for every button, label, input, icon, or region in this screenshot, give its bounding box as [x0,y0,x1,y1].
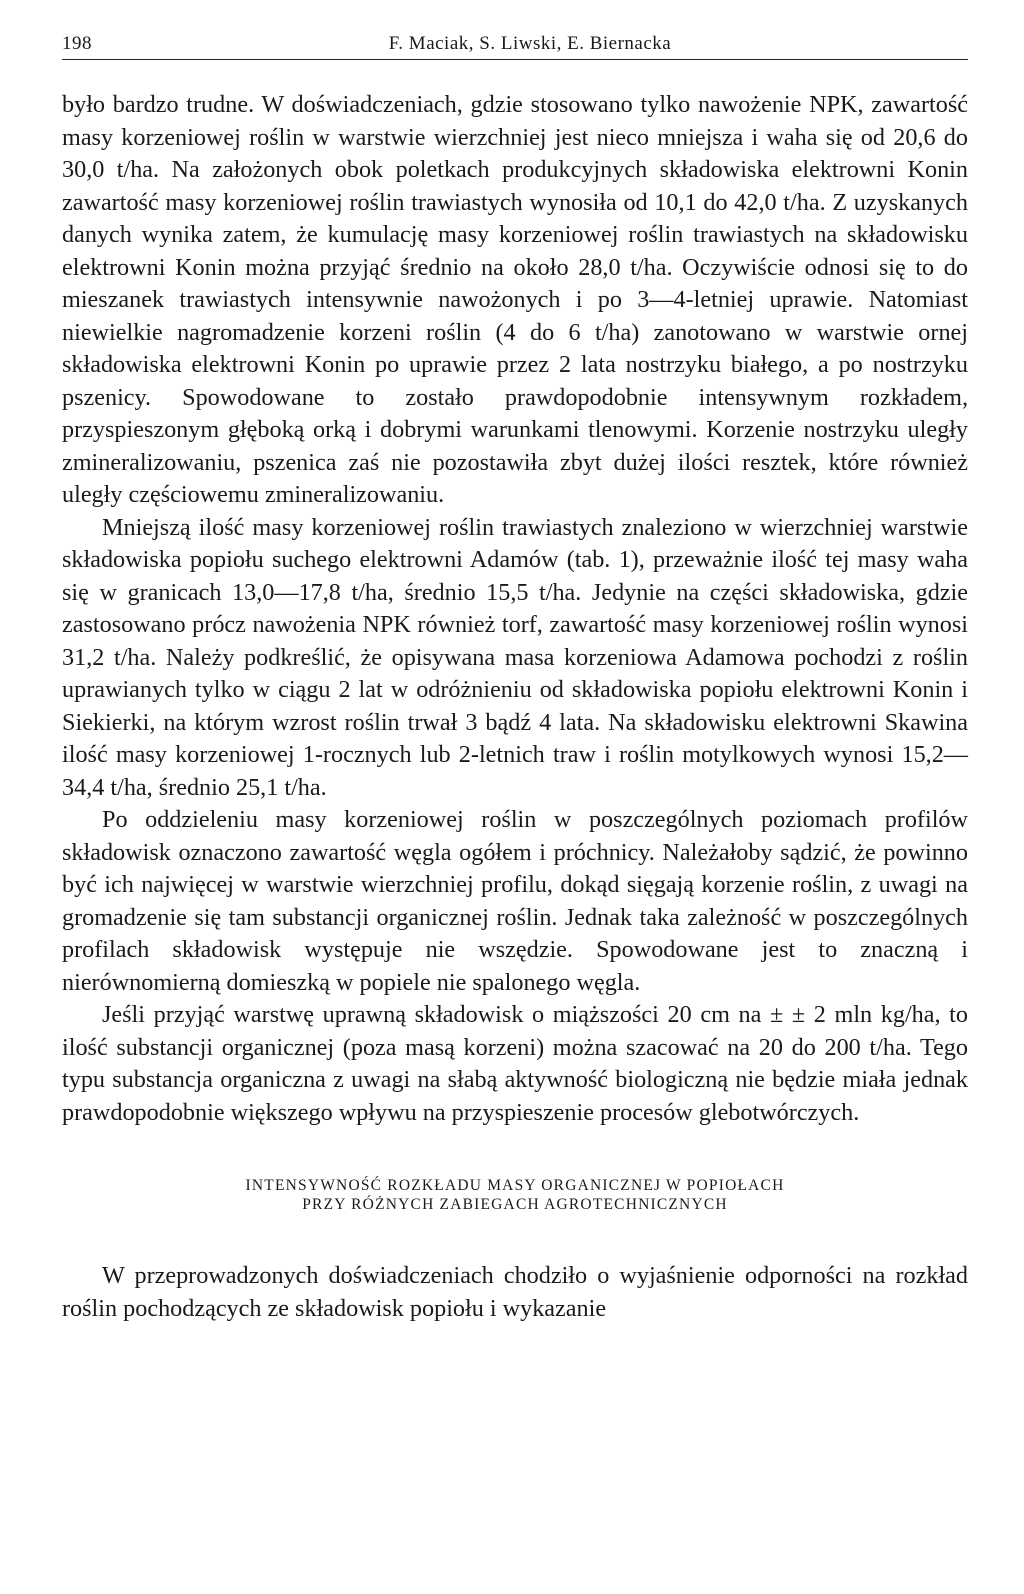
document-page [62,30,968,1325]
running-header [62,30,968,58]
section-heading [62,1176,968,1214]
section-heading-line-1: INTENSYWNOŚĆ ROZKŁADU MASY ORGANICZNEJ W POPIOŁACH [245,1177,785,1194]
section-heading-line-2: PRZY RÓŻNYCH ZABIEGACH AGROTECHNICZNYCH [302,1196,728,1213]
paragraph-1: było bardzo trudne. W doświadczeniach, gdzie stosowano tylko nawożenie NPK, zawartość masy korzeniowej roślin w warstwie wierzchniej jest nieco mniejsza i waha się od 20,6 do 30,0 t/ha. Na założonych obok poletkach produkcyjnych składowiska elektrowni Konin zawartość masy korzeniowej roślin trawiastych wynosiła od 10,1 do 42,0 t/ha. Z uzyskanych danych wynika zatem, że kumulację masy korzeniowej roślin trawiastych na składowisku elektrowni Konin można przyjąć średnio na około 28,0 t/ha. Oczywiście odnosi się to do mieszanek trawiastych intensywnie nawożonych i po 3—4-letniej uprawie. Natomiast niewielkie nagromadzenie korzeni roślin (4 do 6 t/ha) zanotowano w warstwie ornej składowiska elektrowni Konin po uprawie przez 2 lata nostrzyku białego, a po nostrzyku pszenicy. Spowodowane to zostało prawdopodobnie intensywnym rozkładem, przyspieszonym głęboką orką i dobrymi warunkami tlenowymi. Korzenie nostrzyku uległy zmineralizowaniu, pszenica zaś nie pozostawiła zbyt dużej ilości resztek, które również uległy częściowemu zmineralizowaniu. [62,91,968,508]
paragraph-4: Jeśli przyjąć warstwę uprawną składowisk o miąższości 20 cm na ± ± 2 mln kg/ha, to ilość substancji organicznej (poza masą korzeni) można szacować na 20 do 200 t/ha. Tego typu substancja organiczna z uwagi na słabą aktywność biologiczną nie będzie miała jednak prawdopodobnie większego wpływu na przyspieszenie procesów glebotwórczych. [62,1001,968,1126]
paragraph-3: Po oddzieleniu masy korzeniowej roślin w poszczególnych poziomach profilów składowisk oznaczono zawartość węgla ogółem i próchnicy. Należałoby sądzić, że powinno być ich najwięcej w warstwie wierzchniej profilu, dokąd sięgają korzenie roślin, z uwagi na gromadzenie się tam substancji organicznej roślin. Jednak taka zależność w poszczególnych profilach składowisk występuje nie wszędzie. Spowodowane jest to znaczną i nierównomierną domieszką w popiele nie spalonego węgla. [62,806,968,996]
paragraph-2: Mniejszą ilość masy korzeniowej roślin trawiastych znaleziono w wierzchniej warstwie składowiska popiołu suchego elektrowni Adamów (tab. 1), przeważnie ilość tej masy waha się w granicach 13,0—17,8 t/ha, średnio 15,5 t/ha. Jedynie na części składowiska, gdzie zastosowano prócz nawożenia NPK również torf, zawartość masy korzeniowej roślin wynosi 31,2 t/ha. Należy podkreślić, że opisywana masa korzeniowa Adamowa pochodzi z roślin uprawianych tylko w ciągu 2 lat w odróżnieniu od składowiska popiołu elektrowni Konin i Siekierki, na którym wzrost roślin trwał 3 bądź 4 lata. Na składowisku elektrowni Skawina ilość masy korzeniowej 1-rocznych lub 2-letnich traw i roślin motylkowych wynosi 15,2—34,4 t/ha, średnio 25,1 t/ha. [62,513,968,801]
body-text [62,89,968,1129]
header-authors: F. Maciak, S. Liwski, E. Biernacka [388,33,672,54]
page-number: 198 [62,33,92,54]
paragraph-5: W przeprowadzonych doświadczeniach chodziło o wyjaśnienie odporności na rozkład roślin pochodzących ze składowisk popiołu i wykazanie [62,1262,968,1322]
section-body [62,1260,968,1325]
header-rule [62,59,968,60]
